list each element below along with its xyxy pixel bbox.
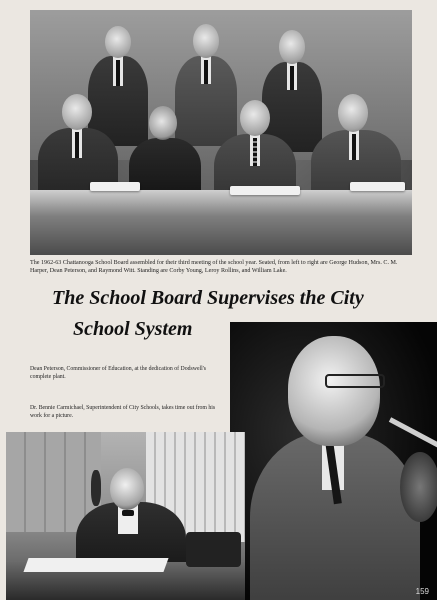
headline-line-2: School System: [73, 318, 193, 340]
desk-papers: [23, 558, 168, 572]
conference-table: [30, 190, 412, 255]
commissioner-caption: Dean Peterson, Commissioner of Education, at the dedication of Dodswell's complete plant.: [30, 366, 207, 380]
statuette: [91, 470, 101, 506]
speaker-photo: [230, 322, 437, 600]
microphone-stand: [389, 417, 437, 450]
page-number: 159: [415, 587, 429, 596]
speaker-glasses: [325, 374, 385, 388]
headline-line-1: The School Board Supervises the City: [52, 287, 364, 309]
man-head: [110, 468, 144, 510]
desk-chair: [186, 532, 241, 567]
group-photo-caption: The 1962-63 Chattanooga School Board assembled for their third meeting of the school year. Seated, from left to right are George Hudson, Mrs. C. M. Harper, Dean Peterson, and Raymond Witt. Standing are Corby Young, Leroy Rollins, and William Lake.: [30, 260, 398, 275]
school-board-photo: [30, 10, 412, 255]
speaker-head: [288, 336, 380, 446]
background-figure: [400, 452, 437, 522]
superintendent-caption: Dr. Bennie Carmichael, Superintendent of City Schools, takes time out from his work for a picture.: [30, 405, 216, 419]
man-bowtie: [122, 510, 134, 516]
superintendent-photo: [6, 432, 245, 600]
papers: [230, 186, 300, 195]
papers: [350, 182, 405, 191]
papers: [90, 182, 140, 191]
